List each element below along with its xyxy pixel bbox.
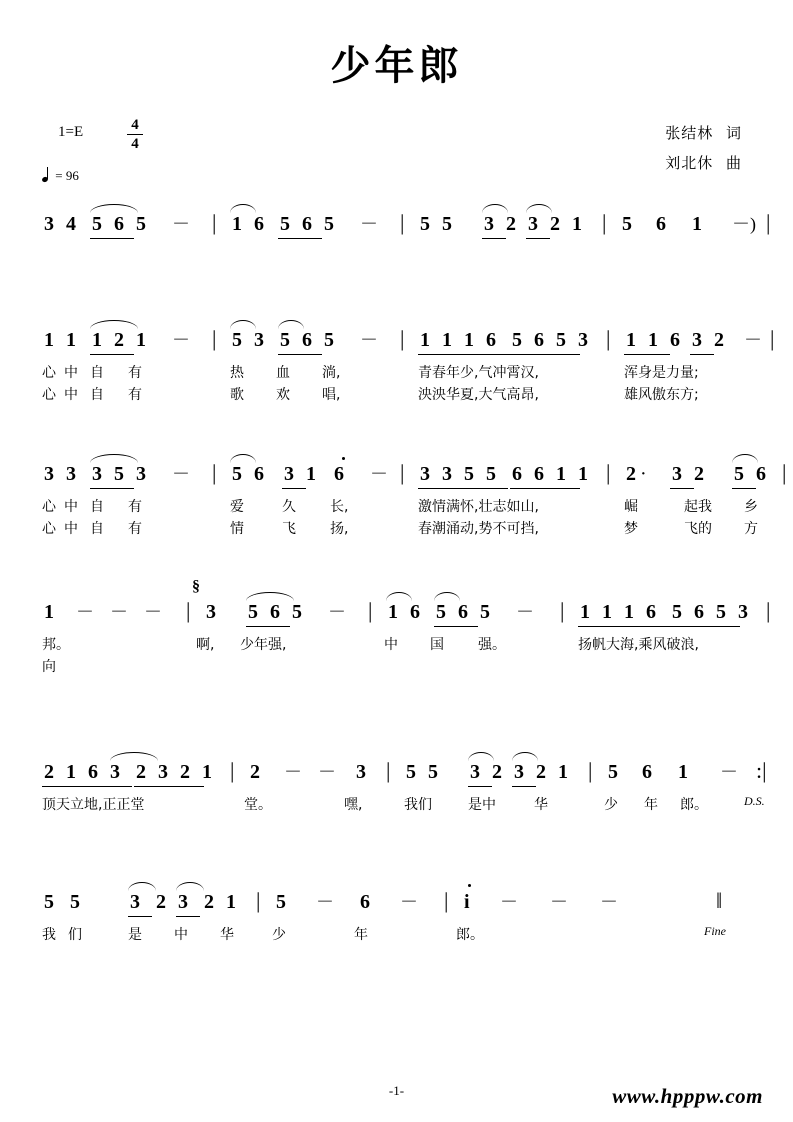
- time-signature-denominator: 4: [131, 136, 139, 152]
- system-4: [0, 578, 793, 704]
- quarter-note-icon: [42, 169, 52, 183]
- system-3: [0, 462, 793, 566]
- lyricist-name: 张结林: [665, 124, 714, 142]
- credit-composer: [665, 148, 741, 178]
- time-signature-divider: [127, 134, 143, 135]
- page-title: 少年郎: [330, 43, 463, 89]
- credits: [665, 118, 741, 178]
- system-4-lyrics-verse-1: 邦。 啊, 少年强, 中 国 强。 扬帆大海,乘风破浪,: [42, 637, 699, 653]
- system-2-lyrics-verse-1: 心 中 自 有 热 血 淌, 青春年少,气冲霄汉, 浑身是力量;: [42, 365, 699, 381]
- system-4-lyrics-verse-2: 向: [42, 659, 56, 675]
- tempo-value: = 96: [55, 168, 79, 183]
- system-6: [0, 890, 793, 980]
- ds-mark: D.S.: [744, 794, 765, 808]
- system-6-notes: 5 5 3 2 3 2 1 | 5 － 6 － | i － － － ‖: [44, 890, 749, 924]
- system-4-notes: 1 － － － | 3 5 6 5 － | 1 6 5 6 5 － | 1 1 1 6 5 6 5 3 | §: [44, 600, 749, 634]
- composer-name: 刘北休: [665, 154, 714, 172]
- system-1-notes: 3 4 5 6 5 － | 1 6 5 6 5 － | 5 5 3 2 3 2 1 | 5 6 1 － ) |: [44, 212, 749, 246]
- system-6-lyrics-verse-1: 我 们 是 中 华 少 年 郎。 Fine: [42, 924, 726, 943]
- system-5: [0, 760, 793, 864]
- credit-lyricist: [665, 118, 741, 148]
- segno-icon: §: [192, 578, 200, 595]
- fine-mark: Fine: [704, 924, 726, 938]
- system-3-notes: 3 3 3 5 3 － | 5 6 3 1 6 － | 3 3 5 5 6 6 1 1 | 2 · 3 2 5 6 |: [44, 462, 749, 496]
- tempo-marking: [42, 168, 79, 184]
- system-3-lyrics-verse-2: 心 中 自 有 情 飞 扬, 春潮涌动,势不可挡, 梦 飞的 方: [42, 521, 758, 537]
- system-5-notes: 2 1 6 3 2 3 2 1 | 2 － － 3 | 5 5 3 2 3 2 1 | 5 6 1 － :|: [44, 760, 749, 794]
- system-2-lyrics-verse-2: 心 中 自 有 歌 欢 唱, 泱泱华夏,大气高昂, 雄风傲东方;: [42, 387, 699, 403]
- system-5-lyrics-verse-1: 顶天立地,正正堂 堂。 嘿, 我们 是中 华 少 年 郎。 D.S.: [42, 794, 765, 813]
- system-2-notes: 1 1 1 2 1 － | 5 3 5 6 5 － | 1 1 1 6 5 6 5 3 | 1 1 6 3 2 － |: [44, 328, 749, 362]
- time-signature-numerator: 4: [131, 117, 139, 133]
- system-1: [0, 212, 793, 298]
- lyricist-role: 词: [725, 124, 741, 142]
- composer-role: 曲: [725, 154, 741, 172]
- system-3-lyrics-verse-1: 心 中 自 有 爱 久 长, 激情满怀,壮志如山, 崛 起我 乡: [42, 499, 758, 515]
- system-2: [0, 328, 793, 432]
- page-number: -1-: [388, 1083, 405, 1098]
- watermark: www.hpppw.com: [612, 1084, 763, 1108]
- time-signature: [124, 118, 146, 151]
- key-signature: 1=E: [58, 124, 84, 140]
